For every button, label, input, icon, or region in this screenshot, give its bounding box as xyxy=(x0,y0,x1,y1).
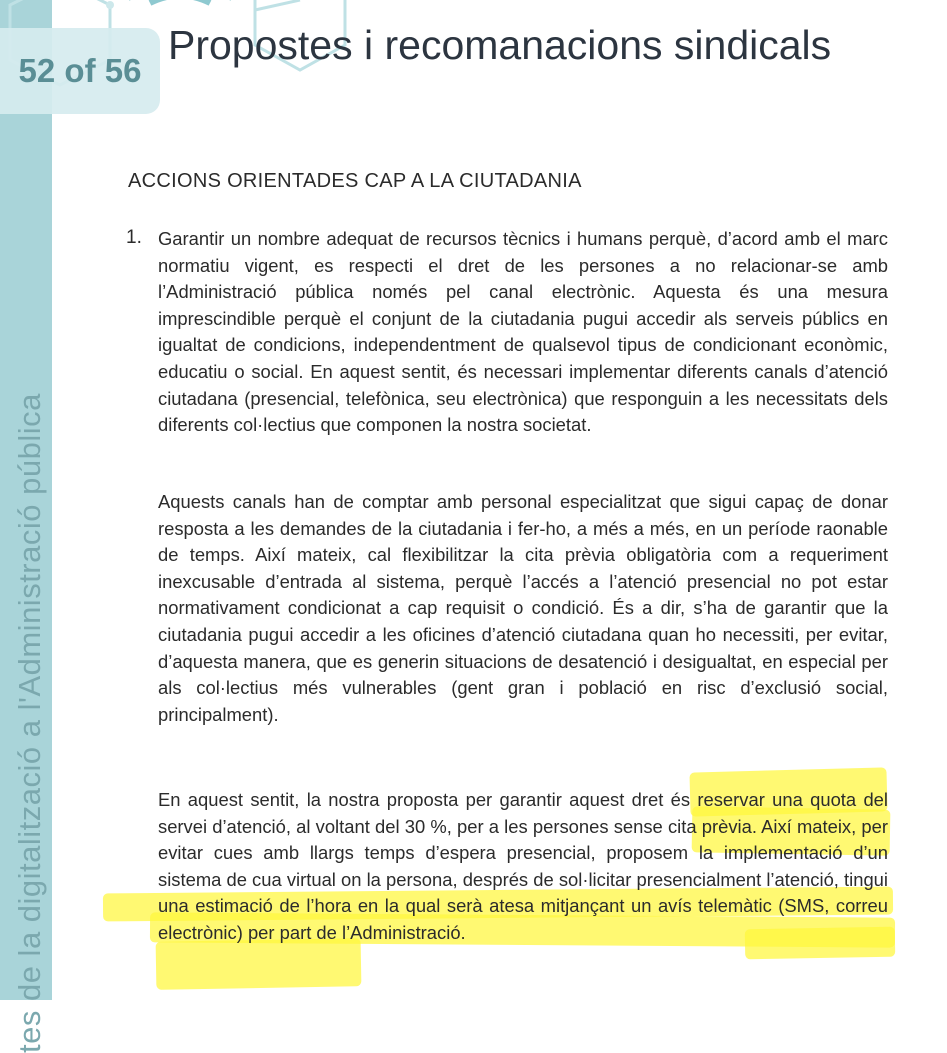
body-paragraph-3: En aquest sentit, la nostra proposta per garantir aquest dret és reservar una quota del servei d’atenció, al voltant del 30 %, per a les persones sense cita prèvia. Així mateix, per evitar cues amb llargs temps d’espera presencial, proposem la implementació d’un sistema de cua virtual on la persona, després de sol·licitar presencialment l’atenció, tingui una estimació de l’hora en la qual serà atesa mitjançant un avís telemàtic (SMS, correu electrònic) per part de l’Administració. xyxy=(158,789,888,943)
body-paragraph-2: Aquests canals han de comptar amb personal especialitzat que sigui capaç de donar resposta a les demandes de la ciutadania i fer-ho, a més a més, en un període raonable de temps. Així mateix, cal flexibilitzar la cita prèvia obligatòria com a requeriment inexcusable d’entrada al sistema, perquè l’accés a l’atenció presencial no pot estar normativament condicionat a cap requisit o condició. És a dir, s’ha de garantir que la ciutadania pugui accedir a les oficines d’atenció ciutadana quan ho necessiti, per evitar, d’aquesta manera, que es generin situacions de desatenció i desigualtat, en especial per als col·lectius més vulnerables (gent gran i població en risc d’exclusió social, principalment). xyxy=(158,491,888,725)
body-paragraph-1: Garantir un nombre adequat de recursos tècnics i humans perquè, d’acord amb el marc normatiu vigent, es respecti el dret de les persones a no relacionar-se amb l’Administració pública només pel canal electrònic. Aquesta és una mesura imprescindible perquè el conjunt de la ciutadania pugui accedir als serveis públics en igualtat de condicions, independentment de qualsevol tipus de condicionant econòmic, educatiu o social. En aquest sentit, és necessari implementar diferents canals d’atenció ciutadana (presencial, telefònica, seu electrònica) que responguin a les necessitats dels diferents col·lectius que componen la nostra societat. xyxy=(158,228,888,436)
section-heading: ACCIONS ORIENTADES CAP A LA CIUTADANIA xyxy=(128,170,582,192)
sidebar-band xyxy=(0,0,52,1053)
sidebar-running-title: tes de la digitalització a l'Administració pública xyxy=(12,393,47,1053)
page-title: Propostes i recomanacions sindicals xyxy=(168,22,832,68)
page-counter-badge: 52 of 56 xyxy=(0,28,160,114)
list-item-number: 1. xyxy=(126,227,142,248)
